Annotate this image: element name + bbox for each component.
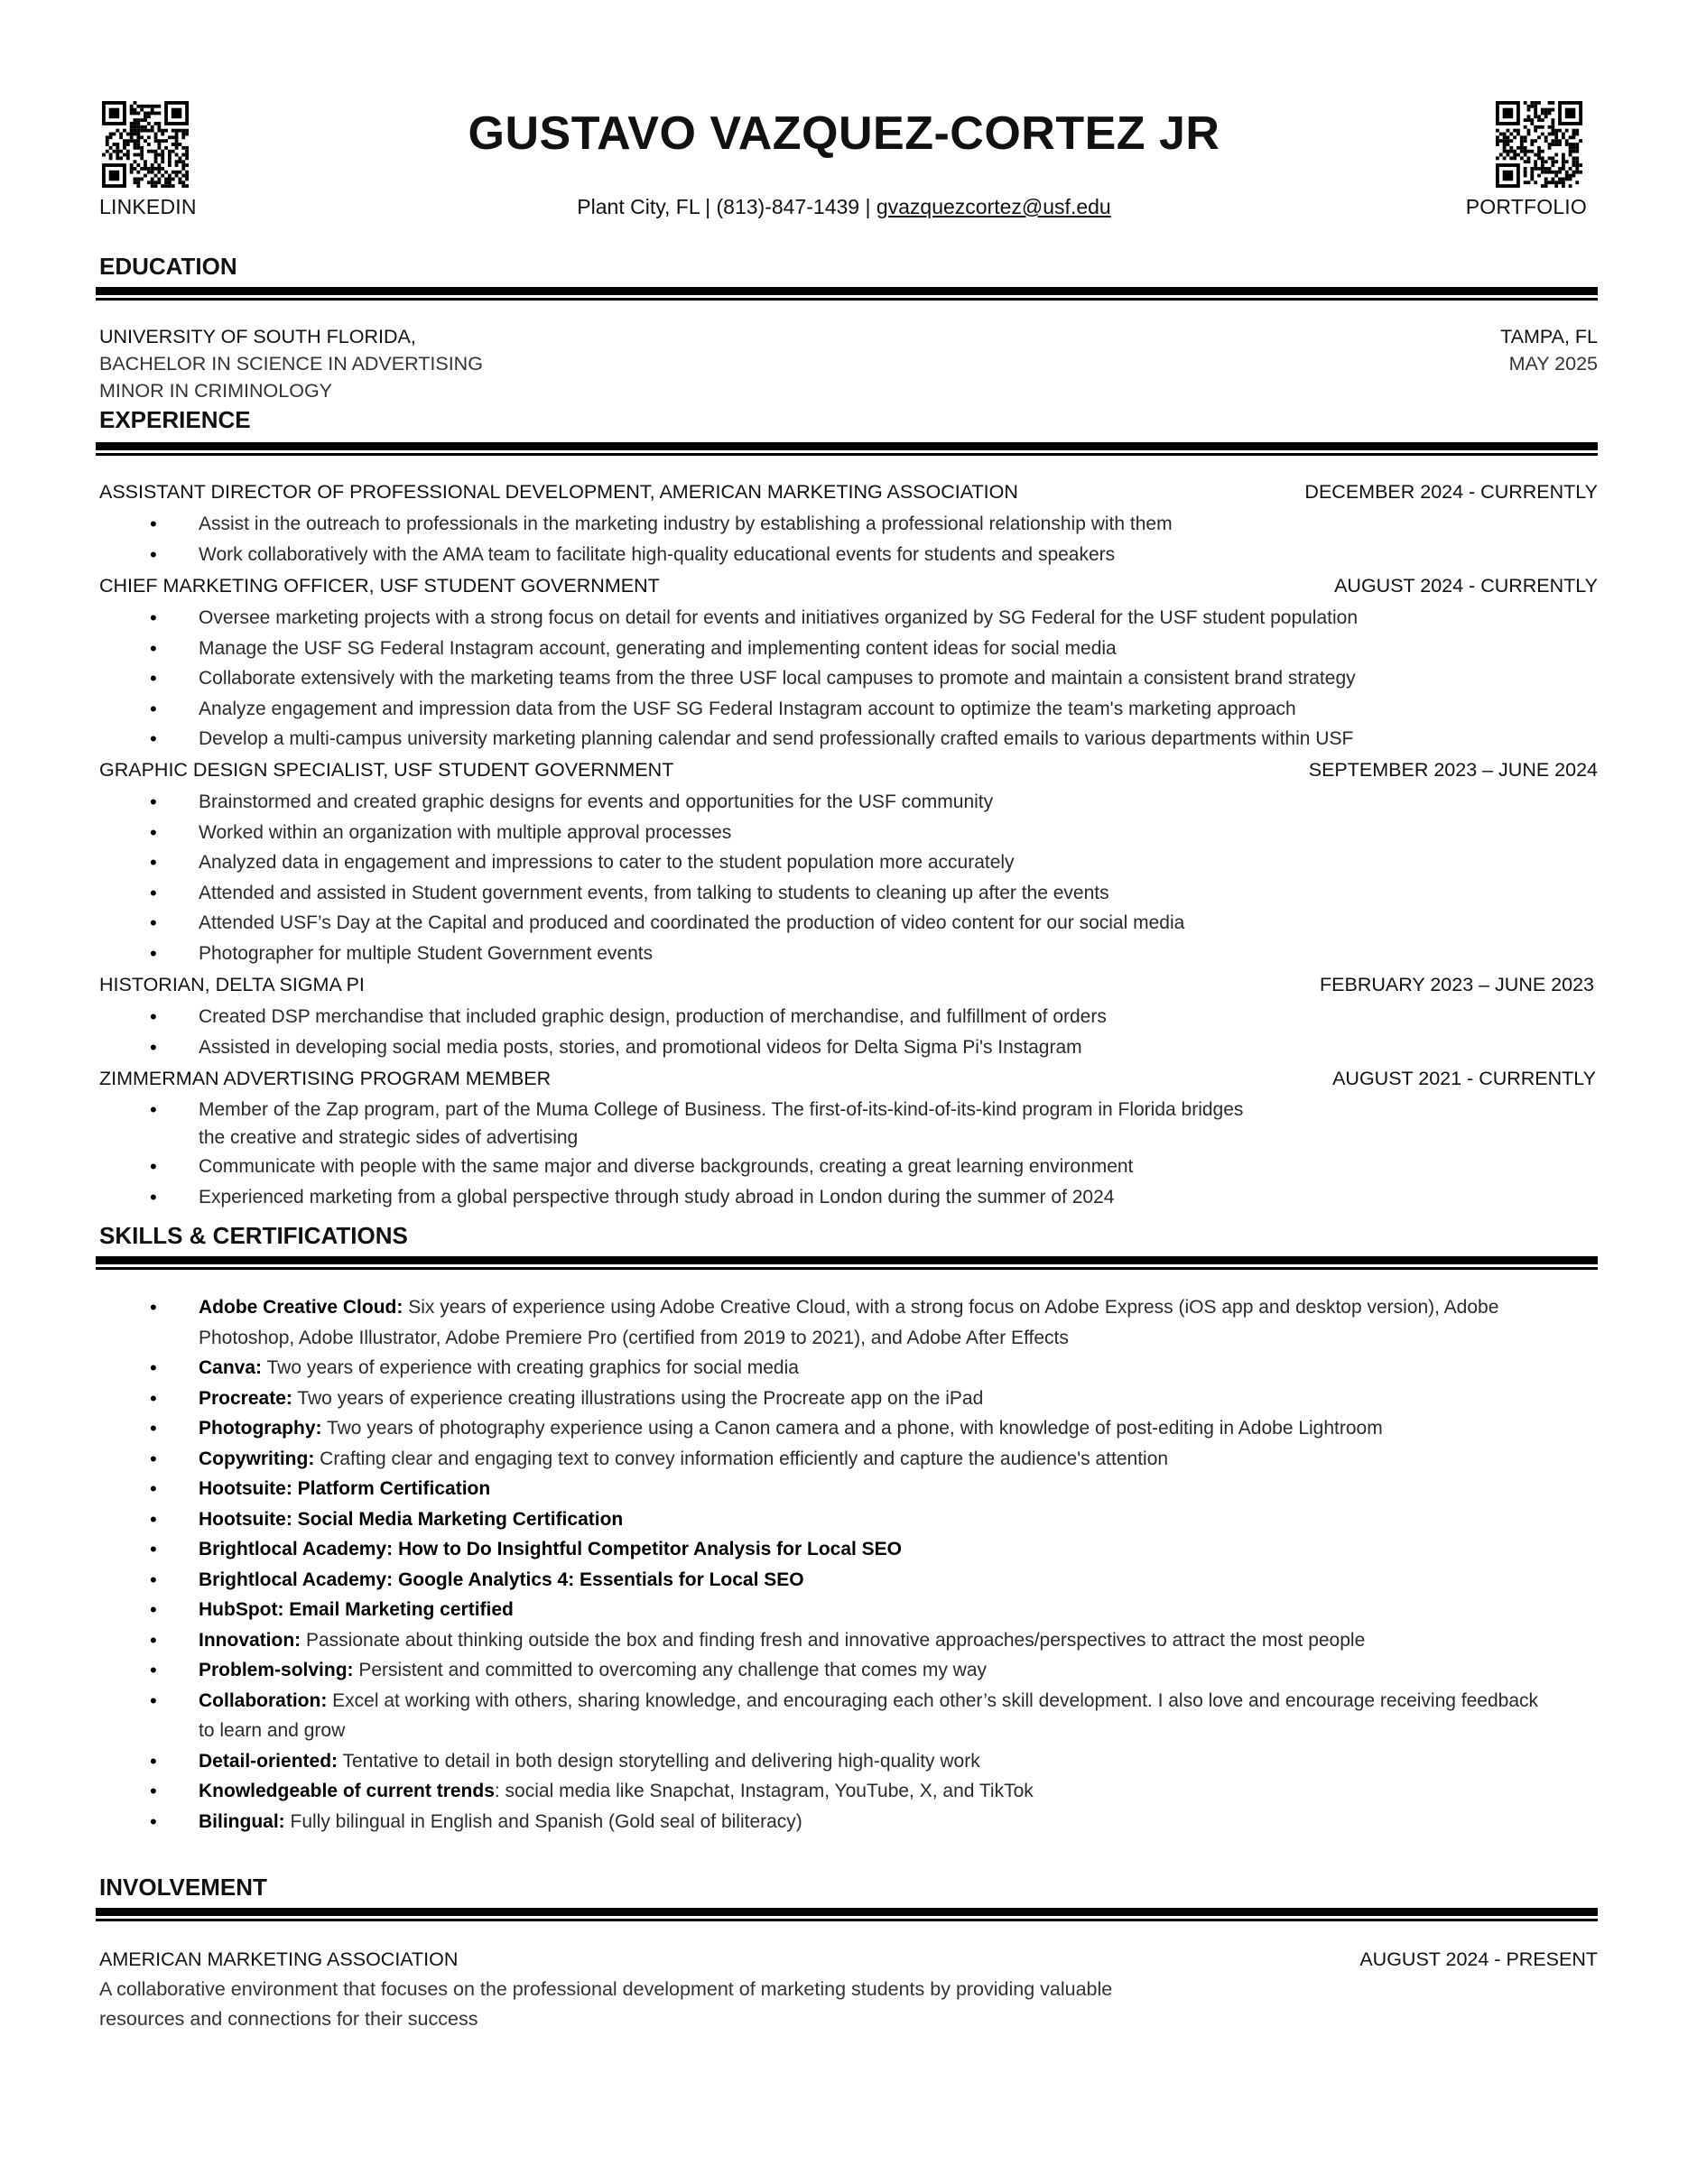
list-item (99, 1474, 1544, 1504)
list-item: • Assisted in developing social media posts, stories, and promotional videos for Delta Sigma Pi's Instagram (99, 1032, 1598, 1063)
organization-name: AMERICAN MARKETING ASSOCIATION (99, 1948, 459, 1970)
skills-list (99, 1292, 1544, 1837)
list-item (99, 1534, 1544, 1565)
minor: MINOR IN CRIMINOLOGY (99, 380, 333, 402)
list-item: • Analyze engagement and impression data from the USF SG Federal Instagram account to optimize the team's marketing approach (99, 694, 1598, 725)
skill-text: Fully bilingual in English and Spanish (Gold seal of biliteracy) (284, 1810, 802, 1832)
school-name: UNIVERSITY OF SOUTH FLORIDA, (99, 326, 416, 347)
job-title-row (99, 478, 1598, 505)
job-title-row (99, 572, 1598, 599)
school-location: TAMPA, FL (1500, 326, 1598, 347)
list-item: • Develop a multi-campus university marketing planning calendar and send professionally crafted emails to various departments within USF (99, 724, 1598, 754)
education-school-row (99, 323, 1598, 350)
job-bullets (99, 1096, 1255, 1212)
job-date: DECEMBER 2024 - CURRENTLY (1304, 481, 1598, 503)
skill-text: Two years of photography experience using a Canon camera and a phone, with knowledge of post-editing in Adobe Lightroom (321, 1418, 1383, 1439)
list-item (99, 1625, 1544, 1656)
list-item: • Created DSP merchandise that included graphic design, production of merchandise, and fulfillment of orders (99, 1002, 1598, 1032)
list-item: • Attended USF’s Day at the Capital and produced and coordinated the production of video content for our social media (99, 908, 1598, 939)
education-heading: EDUCATION (99, 253, 237, 280)
job-title: ZIMMERMAN ADVERTISING PROGRAM MEMBER (99, 1068, 552, 1089)
skill-label: Canva: (199, 1357, 263, 1378)
contact-details: Plant City, FL | (813)-847-1439 | (577, 195, 876, 218)
list-item (99, 1776, 1544, 1807)
skill-text: Tentative to detail in both design storytelling and delivering high-quality work (338, 1750, 980, 1772)
experience-heading: EXPERIENCE (99, 406, 251, 433)
job-bullets (99, 603, 1598, 754)
linkedin-label: LINKEDIN (99, 195, 197, 218)
involvement-description: A collaborative environment that focuses on the professional development of marketing students by providing valuable resources and connections for their success (99, 1978, 1113, 2030)
skill-label: Photography: (199, 1418, 322, 1439)
job-title: GRAPHIC DESIGN SPECIALIST, USF STUDENT GOVERNMENT (99, 759, 674, 781)
skill-text: Six years of experience using Adobe Creative Cloud, with a strong focus on Adobe Express (iOS app and desktop version), Adobe Photoshop, Adobe Illustrator, Adobe Premiere Pro (certified from 2019 to 2021), and Adobe After Effects (199, 1297, 1499, 1348)
skills-heading: SKILLS & CERTIFICATIONS (99, 1222, 408, 1249)
list-item (99, 1807, 1544, 1837)
list-item: • Manage the USF SG Federal Instagram account, generating and implementing content ideas for social media (99, 634, 1598, 664)
list-item (99, 1595, 1544, 1625)
skill-text: Passionate about thinking outside the box and finding fresh and innovative approaches/perspectives to attract the most people (301, 1629, 1366, 1651)
list-item (99, 1504, 1544, 1535)
job-title-row (99, 971, 1598, 998)
skill-label: Detail-oriented: (199, 1750, 339, 1772)
list-item (99, 1353, 1544, 1384)
job-title: HISTORIAN, DELTA SIGMA PI (99, 974, 365, 995)
job-date: SEPTEMBER 2023 – JUNE 2024 (1308, 759, 1598, 781)
skill-text: Excel at working with others, sharing knowledge, and encouraging each other’s skill development. I also love and encourage receiving feedback to learn and grow (199, 1689, 1539, 1741)
skill-label: Knowledgeable of current trends (199, 1781, 495, 1801)
list-item (99, 1292, 1544, 1353)
skill-label: Bilingual: (199, 1810, 285, 1832)
job-bullets (99, 509, 1598, 569)
list-item (99, 1413, 1544, 1444)
section-divider (96, 1256, 1598, 1271)
involvement-row (99, 1946, 1598, 1973)
list-item (99, 1655, 1544, 1686)
skill-label: Procreate: (199, 1387, 292, 1409)
skill-text: Two years of experience with creating graphics for social media (262, 1357, 799, 1378)
skill-label: Brightlocal Academy: How to Do Insightful Competitor Analysis for Local SEO (199, 1539, 903, 1559)
list-item: • Assist in the outreach to professionals in the marketing industry by establishing a professional relationship with them (99, 509, 1598, 540)
skill-label: Innovation: (199, 1629, 301, 1651)
list-item: • Communicate with people with the same major and diverse backgrounds, creating a great learning environment (99, 1152, 1255, 1182)
skill-label: Brightlocal Academy: Google Analytics 4: Essentials for Local SEO (199, 1569, 804, 1590)
degree: BACHELOR IN SCIENCE IN ADVERTISING (99, 353, 483, 375)
education-degree-row (99, 350, 1598, 377)
section-divider (96, 1908, 1598, 1922)
list-item (99, 1444, 1544, 1475)
list-item: • Photographer for multiple Student Government events (99, 939, 1598, 969)
list-item (99, 1565, 1544, 1596)
job-title: CHIEF MARKETING OFFICER, USF STUDENT GOVERNMENT (99, 575, 660, 597)
job-title-row (99, 1065, 1598, 1092)
job-date: FEBRUARY 2023 – JUNE 2023 (1320, 974, 1594, 995)
job-title-row (99, 756, 1598, 783)
list-item: • Work collaboratively with the AMA team to facilitate high-quality educational events for students and speakers (99, 540, 1598, 570)
portfolio-label: PORTFOLIO (1465, 195, 1587, 218)
involvement-date: AUGUST 2024 - PRESENT (1359, 1948, 1598, 1970)
skill-text: Two years of experience creating illustrations using the Procreate app on the iPad (292, 1387, 984, 1409)
candidate-name: GUSTAVO VAZQUEZ-CORTEZ JR (468, 107, 1220, 160)
skill-text: Crafting clear and engaging text to convey information efficiently and capture the audience's attention (314, 1448, 1169, 1469)
contact-line (0, 195, 1688, 219)
involvement-heading: INVOLVEMENT (99, 1874, 267, 1901)
list-item: • Collaborate extensively with the marketing teams from the three USF local campuses to promote and maintain a consistent brand strategy (99, 663, 1598, 694)
skill-text: Persistent and committed to overcoming any challenge that comes my way (353, 1660, 988, 1680)
job-bullets (99, 1002, 1598, 1062)
section-divider (96, 287, 1598, 301)
job-bullets (99, 787, 1598, 968)
graduation-date: MAY 2025 (1508, 353, 1598, 375)
skill-label: Adobe Creative Cloud: (199, 1297, 403, 1318)
skill-label: HubSpot: Email Marketing certified (199, 1599, 514, 1620)
list-item: • Brainstormed and created graphic designs for events and opportunities for the USF community (99, 787, 1598, 818)
education-minor-row (99, 377, 1598, 404)
list-item: • Worked within an organization with multiple approval processes (99, 818, 1598, 848)
skill-text: : social media like Snapchat, Instagram, YouTube, X, and TikTok (494, 1781, 1034, 1801)
skill-label: Copywriting: (199, 1448, 315, 1469)
job-date: AUGUST 2021 - CURRENTLY (1332, 1068, 1596, 1089)
job-title: ASSISTANT DIRECTOR OF PROFESSIONAL DEVELOPMENT, AMERICAN MARKETING ASSOCIATION (99, 481, 1018, 503)
list-item: • Experienced marketing from a global perspective through study abroad in London during the summer of 2024 (99, 1182, 1255, 1213)
list-item (99, 1746, 1544, 1777)
skill-label: Problem-solving: (199, 1660, 354, 1680)
skill-label: Hootsuite: Social Media Marketing Certification (199, 1508, 624, 1530)
skill-label: Hootsuite: Platform Certification (199, 1478, 491, 1499)
skill-label: Collaboration: (199, 1689, 328, 1711)
list-item: • Attended and assisted in Student government events, from talking to students to cleaning up after the events (99, 878, 1598, 909)
email-link[interactable]: gvazquezcortez@usf.edu (876, 195, 1111, 218)
section-divider (96, 442, 1598, 457)
list-item: • Oversee marketing projects with a strong focus on detail for events and initiatives organized by SG Federal for the USF student population (99, 603, 1598, 634)
list-item: • Member of the Zap program, part of the Muma College of Business. The first-of-its-kind-of-its-kind program in Florida bridges the creative and strategic sides of advertising (99, 1096, 1255, 1152)
list-item: • Analyzed data in engagement and impressions to cater to the student population more accurately (99, 847, 1598, 878)
list-item (99, 1686, 1544, 1746)
job-date: AUGUST 2024 - CURRENTLY (1334, 575, 1598, 597)
list-item (99, 1384, 1544, 1414)
